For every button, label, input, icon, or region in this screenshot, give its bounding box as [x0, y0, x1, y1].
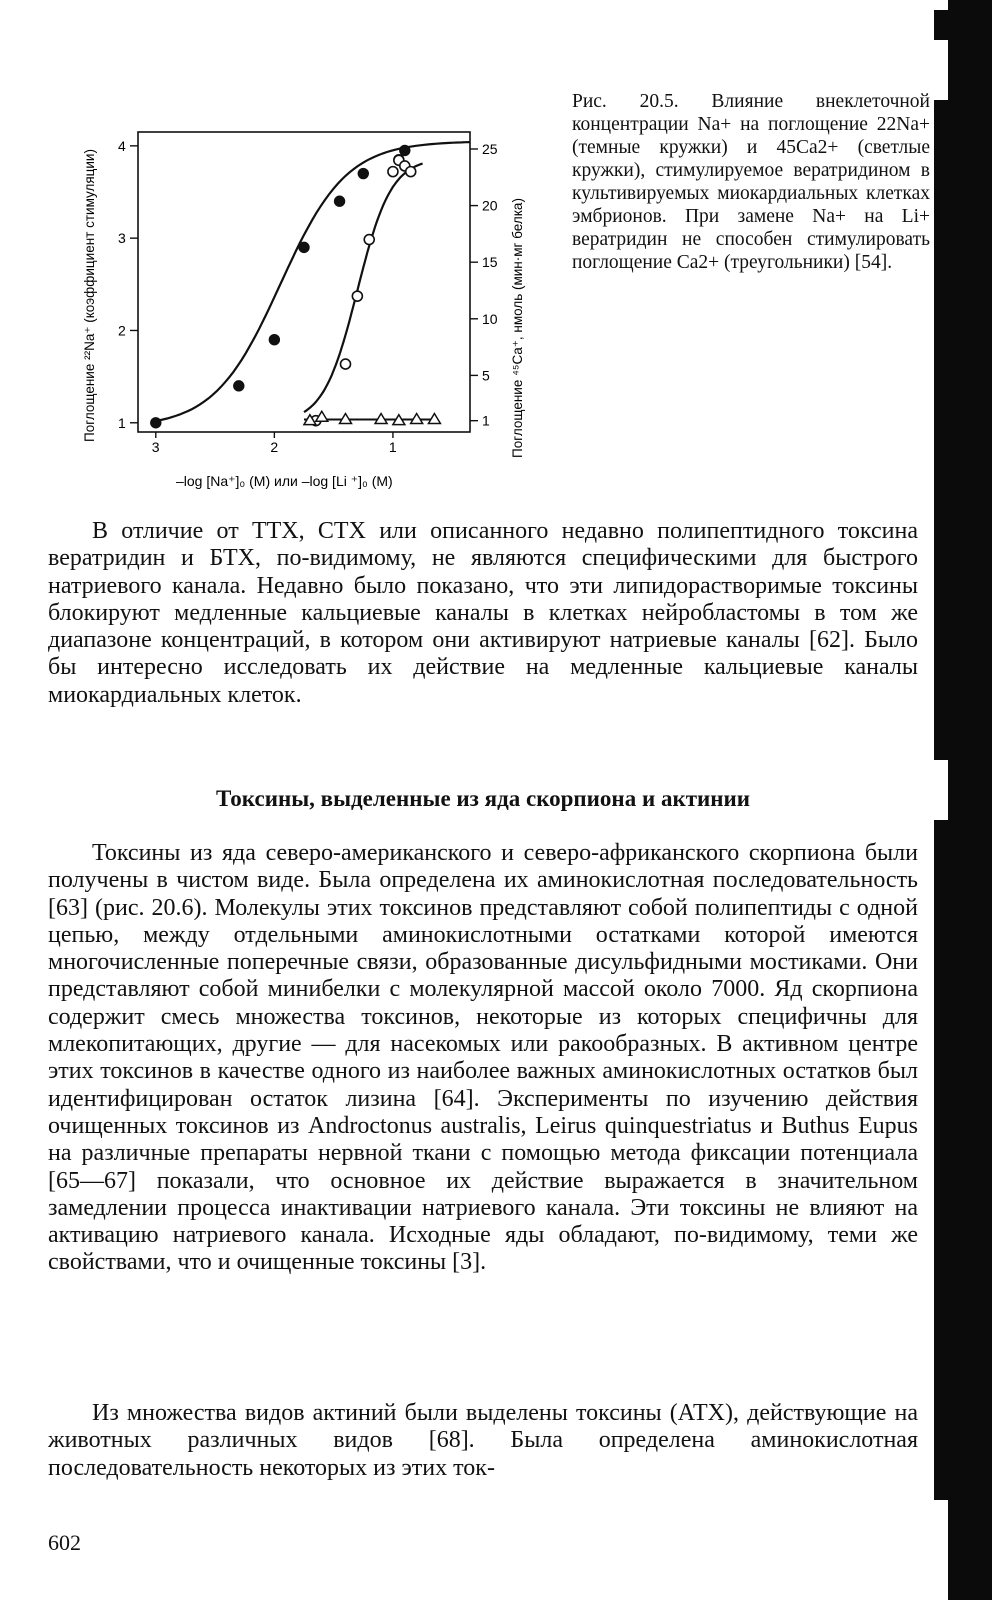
- sodium-uptake-point: [400, 145, 410, 155]
- calcium-uptake-point: [341, 359, 351, 369]
- paragraph-1: [48, 518, 918, 709]
- page-number: 602: [48, 1530, 81, 1555]
- calcium-uptake-point: [406, 167, 416, 177]
- chart-marks: [151, 145, 441, 428]
- sodium-uptake-point: [299, 242, 309, 252]
- y-right-tick-label: 10: [482, 310, 498, 327]
- calcium-uptake-point: [352, 291, 362, 301]
- y-right-axis-label: Поглощение ⁴⁵Ca⁺, нмоль (мин·мг белка): [510, 198, 525, 458]
- figure-chart: [60, 70, 560, 510]
- figure-caption: Рис. 20.5. Влияние внеклеточной концентрации Na+ на поглощение 22Na+ (темные кружки) и 45Ca2+ (светлые кружки), стимулируемое вератридином в культивируемых миокардиальных клетках эмбрионов. При замене Na+ на Li+ вератридин не способен стимулировать поглощение Ca2+ (треугольники) [54].: [572, 91, 930, 273]
- calcium-uptake-point: [364, 235, 374, 245]
- paragraph-2: [48, 840, 918, 1277]
- y-left-axis-label: Поглощение ²²Na⁺ (коэффициент стимуляции): [82, 149, 97, 442]
- sodium-fit-curve: [155, 142, 470, 421]
- y-right-tick-label: 5: [482, 367, 490, 384]
- paragraph-2-text: Токсины из яда северо-американского и северо-африканского скорпиона были получены в чистом виде. Была определена их аминокислотная последовательность [63] (рис. 20.6). Молекулы этих токсинов представляют собой полипептиды с одной цепью, между отдельными аминокислотными остатками которой имеются многочисленные поперечные связи, образованные дисульфидными мостиками. Они представляют собой минибелки с молекулярной массой около 7000. Яд скорпиона содержит смесь множества токсинов, некоторые из которых специфичны для млекопитающих, другие — для насекомых или ракообразных. В активном центре этих токсинов в качестве одного из наиболее важных аминокислотных остатков был идентифицирован остаток лизина [64]. Эксперименты по изучению действия очищенных токсинов из Androctonus australis, Leirus quinquestriatus и Buthus Eupus на различные препараты нервной ткани с помощью метода фиксации потенциала [65—67] показали, что основное их действие выражается в значительном замедлении процесса инактивации натриевого канала. Эти токсины не влияют на активацию натриевого канала. Исходные яды обладают, по-видимому, теми же свойствами, что и очищенные токсины [3].: [48, 840, 918, 1276]
- x-axis-label: –log [Na⁺]₀ (M) или –log [Li ⁺]₀ (M): [176, 473, 393, 489]
- sodium-uptake-point: [358, 168, 368, 178]
- x-tick-label: 2: [270, 439, 279, 455]
- sodium-uptake-point: [269, 334, 279, 344]
- section-heading: Токсины, выделенные из яда скорпиона и актинии: [216, 786, 750, 811]
- chart-curves: [155, 142, 470, 421]
- sodium-uptake-point: [334, 196, 344, 206]
- paragraph-1-text: В отличие от ТТХ, СТХ или описанного недавно полипептидного токсина вератридин и БТХ, по-видимому, не являются специфическими для быстрого натриевого канала. Недавно было показано, что эти липидорастворимые токсины блокируют медленные кальциевые каналы в клетках нейробластомы в том же диапазоне концентраций, в котором они активируют натриевые каналы [62]. Было бы интересно исследовать их действие на медленные кальциевые каналы миокардиальных клеток.: [48, 518, 918, 708]
- y-right-tick-label: 1: [482, 412, 490, 429]
- paragraph-3: [48, 1400, 918, 1482]
- paragraph-3-text: Из множества видов актиний были выделены токсины (АТХ), действующие на животных различных видов [68]. Была определена аминокислотная последовательность некоторых из этих ток-: [48, 1400, 918, 1481]
- plot-frame: [138, 132, 470, 432]
- sodium-uptake-point: [234, 381, 244, 391]
- y-left-tick-label: 1: [118, 414, 126, 431]
- chart-axes: [138, 132, 470, 432]
- sodium-uptake-point: [151, 418, 161, 428]
- y-right-tick-label: 25: [482, 140, 498, 157]
- calcium-fit-curve: [304, 164, 423, 413]
- calcium-uptake-point: [388, 167, 398, 177]
- y-left-tick-label: 2: [118, 322, 126, 339]
- x-tick-label: 3: [151, 439, 160, 455]
- y-right-tick-label: 15: [482, 254, 498, 271]
- scan-dark-edge: [934, 0, 992, 1600]
- y-left-tick-label: 4: [118, 137, 126, 154]
- x-tick-label: 1: [388, 439, 397, 455]
- y-right-tick-label: 20: [482, 197, 498, 214]
- y-left-tick-label: 3: [118, 230, 126, 247]
- chart-ticks: [118, 138, 498, 455]
